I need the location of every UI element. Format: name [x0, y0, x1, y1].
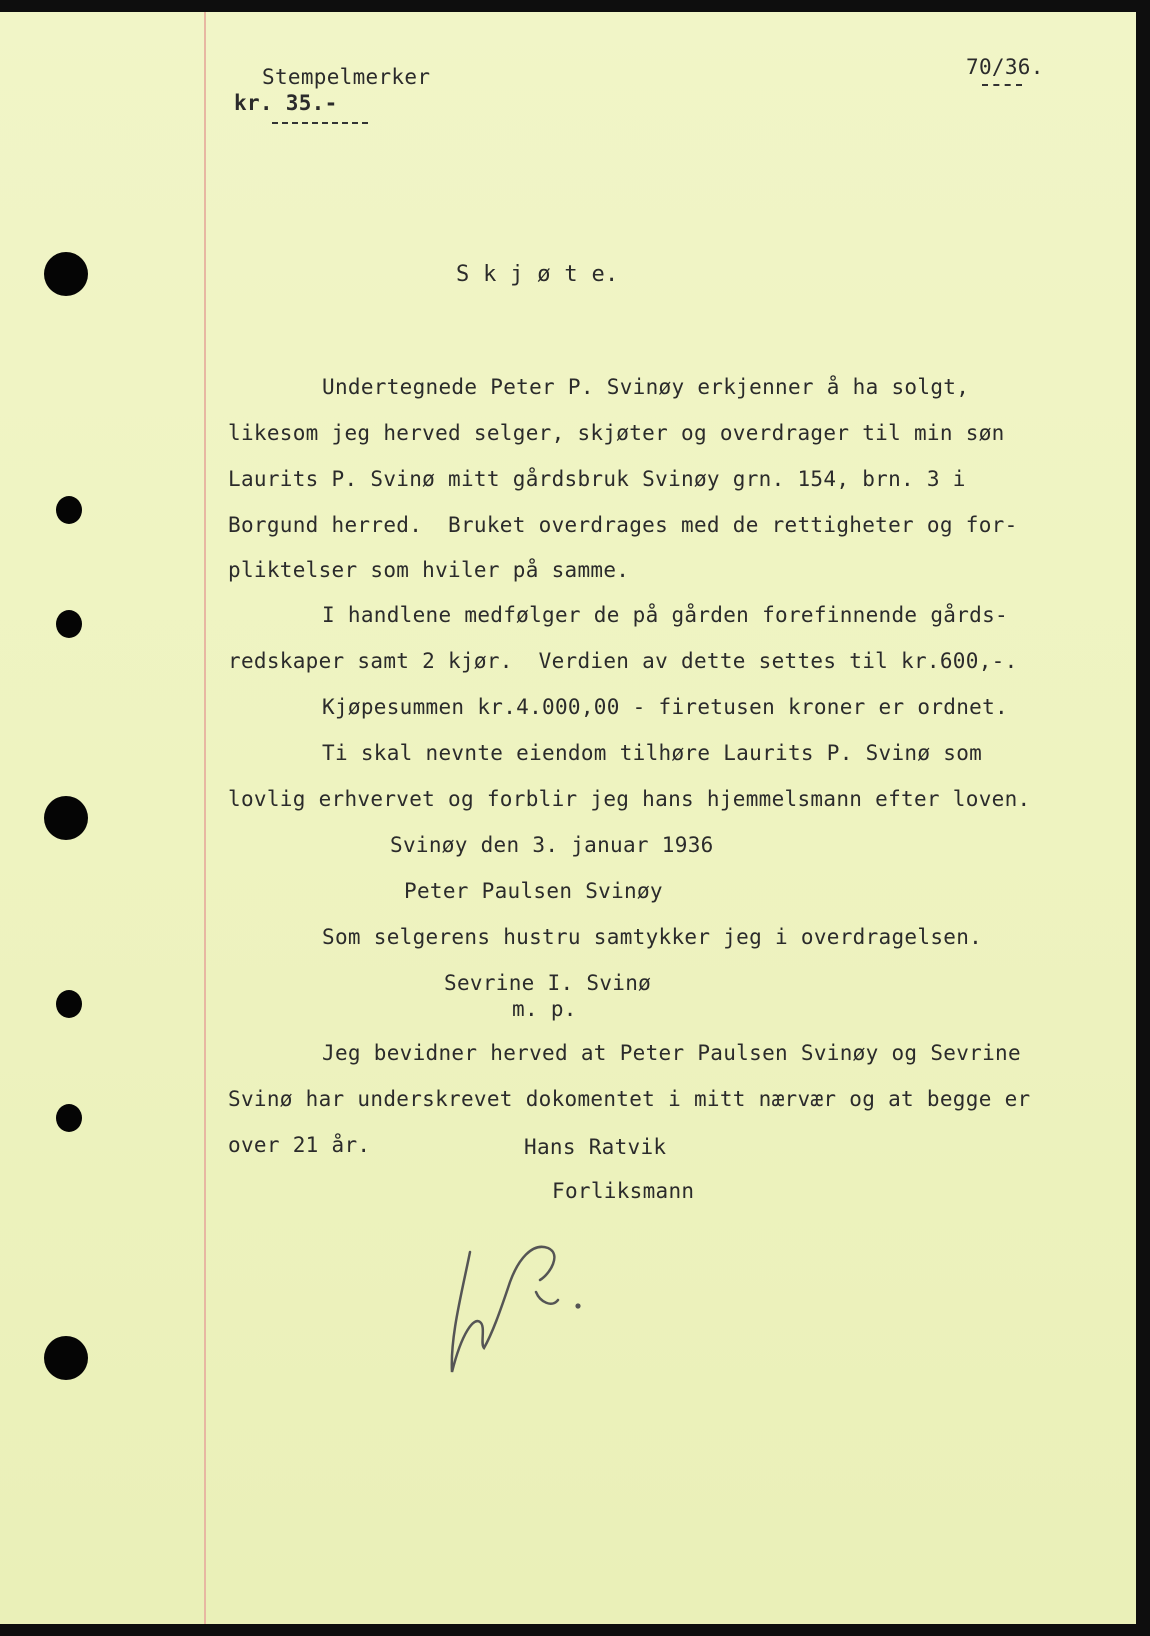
stamp-label: Stempelmerker: [262, 65, 431, 89]
document-title: S k j ø t e.: [456, 262, 619, 287]
body-line-10: lovlig erhvervet og forblir jeg hans hjemmelsmann efter loven.: [228, 787, 1031, 811]
body-line-6: I handlene medfølger de på gården forefinnende gårds-: [322, 603, 1008, 627]
punch-hole-5: [56, 990, 82, 1018]
stamp-underline: [272, 122, 368, 124]
punch-hole-2: [56, 496, 82, 524]
spouse-consent: Som selgerens hustru samtykker jeg i overdragelsen.: [322, 925, 983, 949]
punch-hole-7: [44, 1336, 88, 1380]
margin-line: [204, 12, 206, 1624]
seller-signature-name: Peter Paulsen Svinøy: [404, 879, 663, 903]
document-number: 70/36.: [966, 55, 1044, 79]
body-line-3: Laurits P. Svinø mitt gårdsbruk Svinøy grn. 154, brn. 3 i: [228, 467, 966, 491]
stamp-amount: kr. 35.-: [234, 91, 338, 115]
witness-line-1: Jeg bevidner herved at Peter Paulsen Svinøy og Sevrine: [322, 1041, 1021, 1065]
place-date: Svinøy den 3. januar 1936: [390, 833, 714, 857]
spouse-signature-name: Sevrine I. Svinø: [444, 971, 652, 995]
document-page: [0, 12, 1136, 1624]
body-line-9: Ti skal nevnte eiendom tilhøre Laurits P. Svinø som: [322, 741, 983, 765]
witness-line-3: over 21 år.: [228, 1133, 371, 1157]
handwritten-initials: [440, 1222, 620, 1382]
punch-hole-3: [56, 610, 82, 638]
body-line-5: pliktelser som hviler på samme.: [228, 558, 630, 582]
punch-hole-4: [44, 796, 88, 840]
witness-name: Hans Ratvik: [524, 1135, 667, 1159]
spouse-mp: m. p.: [512, 997, 577, 1021]
body-line-2: likesom jeg herved selger, skjøter og overdrager til min søn: [228, 421, 1005, 445]
punch-hole-6: [56, 1104, 82, 1132]
witness-line-2: Svinø har underskrevet dokomentet i mitt nærvær og at begge er: [228, 1087, 1031, 1111]
witness-title: Forliksmann: [552, 1179, 695, 1203]
body-line-4: Borgund herred. Bruket overdrages med de rettigheter og for-: [228, 513, 1018, 537]
body-line-8: Kjøpesummen kr.4.000,00 - firetusen kroner er ordnet.: [322, 695, 1008, 719]
punch-hole-1: [44, 252, 88, 296]
body-line-1: Undertegnede Peter P. Svinøy erkjenner å ha solgt,: [322, 375, 970, 399]
number-underline: [982, 84, 1022, 86]
body-line-7: redskaper samt 2 kjør. Verdien av dette settes til kr.600,-.: [228, 649, 1018, 673]
